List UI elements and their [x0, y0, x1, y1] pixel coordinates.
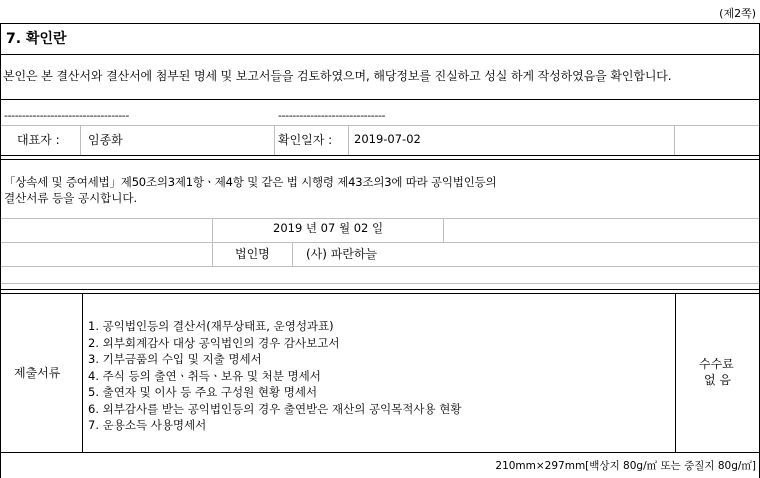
corporation-label: 법인명 — [235, 247, 270, 261]
paper-spec-footer: 210mm×297mm[백상지 80g/㎡ 또는 중질지 80g/㎡] — [495, 460, 756, 472]
corp-row-divider — [292, 242, 293, 266]
document-item: 5. 출연자 및 이사 등 주요 구성원 현황 명세서 — [88, 385, 318, 399]
confirmation-date-label: 확인일자 : — [278, 133, 333, 147]
submission-label-divider — [82, 293, 83, 452]
page-number-label: (제2쪽) — [719, 7, 756, 20]
confirmation-section-bottom — [0, 155, 760, 156]
disclosure-line-1: 「상속세 및 증여세법」제50조의3제1항ㆍ제4항 및 같은 법 시행령 제43조의3에 따라 공익법인등의 — [4, 175, 497, 189]
representative-name: 임종화 — [88, 133, 123, 147]
document-item: 4. 주식 등의 출연ㆍ취득ㆍ보유 및 처분 명세서 — [88, 368, 321, 383]
rep-cell-divider-2 — [274, 125, 275, 155]
date-row-divider-right — [443, 218, 444, 242]
confirmation-statement: 본인은 본 결산서와 결산서에 첨부된 명세 및 보고서들을 검토하였으며, 해당정보를 진실하고 성실 하게 작성하였음을 확인합니다. — [3, 69, 672, 83]
disclosure-section-top — [0, 159, 760, 160]
fee-label: 수수료 — [699, 357, 734, 371]
confirmation-date-value: 2019-07-02 — [354, 132, 421, 146]
rep-cell-divider — [80, 125, 81, 155]
submission-top-rule-2 — [0, 293, 760, 294]
submission-document-list — [88, 318, 461, 434]
submission-fee-divider — [675, 293, 676, 452]
submission-label: 제출서류 — [14, 366, 61, 380]
corporation-name: (사) 파란하늘 — [306, 247, 378, 261]
date-cell-divider — [348, 125, 349, 155]
section-title: 7. 확인란 — [6, 31, 67, 47]
spacer-row-divider — [0, 283, 760, 284]
submission-bottom-rule — [0, 452, 760, 453]
announcement-date: 2019 년 07 월 02 일 — [273, 221, 384, 235]
signature-divider — [0, 125, 760, 126]
date-row-divider — [0, 242, 760, 243]
top-rule — [0, 23, 760, 24]
disclosure-divider — [0, 218, 760, 219]
corp-row-divider-bottom — [0, 266, 760, 267]
date-cell-divider-2 — [674, 125, 675, 155]
document-item: 1. 공익법인등의 결산서(재무상태표, 운영성과표) — [88, 319, 334, 333]
signature-line-right: ------------------------------ — [278, 109, 386, 122]
document-item: 2. 외부회계감사 대상 공익법인의 경우 감사보고서 — [88, 335, 340, 350]
title-divider — [0, 54, 760, 55]
document-item: 7. 운용소득 사용명세서 — [88, 418, 207, 432]
signature-line-left: ----------------------------------- — [4, 109, 129, 122]
fee-value: 없 음 — [704, 373, 731, 387]
page-left-border — [0, 23, 1, 478]
document-item: 3. 기부금품의 수입 및 지출 명세서 — [88, 352, 262, 366]
disclosure-line-2: 결산서류 등을 공시합니다. — [4, 191, 138, 205]
document-item: 6. 외부감사를 받는 공익법인등의 경우 출연받은 재산의 공익목적사용 현황 — [88, 401, 462, 416]
statement-divider — [0, 99, 760, 100]
submission-top-rule — [0, 289, 760, 290]
representative-label: 대표자 : — [17, 133, 60, 147]
